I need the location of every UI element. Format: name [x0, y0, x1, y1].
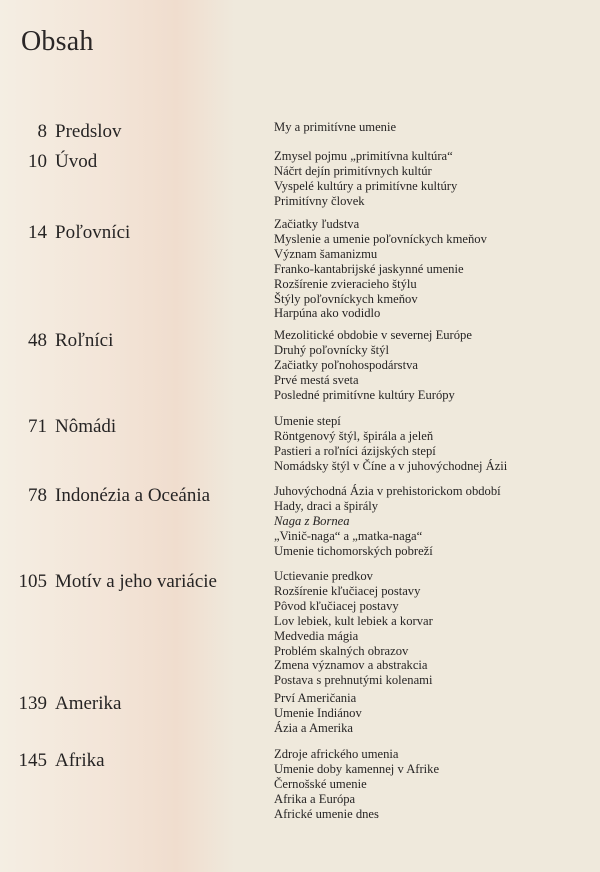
- toc-topic: Náčrt dejín primitívnych kultúr: [274, 163, 432, 178]
- toc-topic: Vyspelé kultúry a primitívne kultúry: [274, 178, 458, 193]
- toc-topic: Prví Američania: [274, 691, 357, 705]
- toc-topic: Štýly poľovníckych kmeňov: [274, 291, 418, 306]
- toc-topic: Posledné primitívne kultúry Európy: [274, 387, 455, 402]
- toc-section-title: Poľovníci: [55, 222, 131, 243]
- toc-topic: Umenie Indiánov: [274, 705, 362, 720]
- toc-topic: Umenie doby kamennej v Afrike: [274, 761, 440, 776]
- toc-topic: Uctievanie predkov: [274, 569, 373, 583]
- toc-topic-list: [274, 747, 439, 822]
- toc-topic: Mezolitické obdobie v severnej Európe: [274, 328, 472, 342]
- toc-section-title: Indonézia a Oceánia: [55, 485, 211, 506]
- toc-section-title: Roľníci: [55, 330, 114, 351]
- toc-topic: Prvé mestá sveta: [274, 372, 359, 387]
- toc-topic-list: [274, 691, 362, 736]
- toc-page-number: 14: [28, 222, 47, 243]
- toc-page-number: 139: [18, 693, 47, 714]
- toc-topic: Nomádsky štýl v Číne a v juhovýchodnej Ázii: [274, 458, 508, 473]
- toc-topic: Problém skalných obrazov: [274, 643, 409, 658]
- toc-topic: Afrika a Európa: [274, 791, 356, 806]
- toc-topic-list: [274, 328, 472, 403]
- toc-topic: Hady, draci a špirály: [274, 498, 379, 513]
- toc-topic: Začiatky poľnohospodárstva: [274, 357, 418, 372]
- toc-section-title: Predslov: [55, 121, 122, 142]
- toc-topic: Význam šamanizmu: [274, 246, 378, 261]
- toc-topic: Lov lebiek, kult lebiek a korvar: [274, 613, 433, 628]
- toc-topic: Harpúna ako vodidlo: [274, 306, 381, 321]
- toc-page-number: 145: [18, 750, 47, 771]
- toc-topic: Zdroje afrického umenia: [274, 747, 399, 761]
- toc-topic: Začiatky ľudstva: [274, 217, 360, 231]
- toc-topic-list: [274, 414, 507, 474]
- toc-topic: Černošské umenie: [274, 776, 367, 791]
- toc-section-title: Amerika: [55, 693, 122, 714]
- toc-page-number: 48: [28, 330, 47, 351]
- toc-topic: Rozšírenie zvieracieho štýlu: [274, 276, 417, 291]
- toc-page-number: 78: [28, 485, 47, 506]
- toc-page-number: 10: [28, 151, 47, 172]
- toc-topic-list: [274, 569, 433, 688]
- toc-page-number: 105: [18, 571, 47, 592]
- toc-topic-list: [274, 120, 396, 135]
- toc-topic: Rozšírenie kľučiacej postavy: [274, 583, 421, 598]
- toc-page-number: 71: [28, 416, 47, 437]
- toc-topic-list: [274, 149, 457, 209]
- toc-topic-list: [274, 484, 501, 559]
- toc-topic: Ázia a Amerika: [274, 720, 354, 735]
- toc-topic: Franko-kantabrijské jaskynné umenie: [274, 261, 464, 276]
- toc-topic: My a primitívne umenie: [274, 120, 397, 134]
- toc-topic: Pôvod kľučiacej postavy: [274, 598, 399, 613]
- toc-topic: Druhý poľovnícky štýl: [274, 342, 389, 357]
- toc-topic: Zmysel pojmu „primitívna kultúra“: [274, 149, 453, 163]
- toc-section-title: Nômádi: [55, 416, 117, 437]
- toc-section-title: Úvod: [55, 151, 98, 172]
- toc-topic: Röntgenový štýl, špirála a jeleň: [274, 428, 434, 443]
- toc-topic: Zmena významov a abstrakcia: [274, 658, 428, 673]
- toc-topic: Primitívny človek: [274, 193, 365, 208]
- toc-page-number: 8: [37, 121, 47, 142]
- toc-section-title: Afrika: [55, 750, 105, 771]
- toc-topic: Medvedia mágia: [274, 628, 359, 643]
- toc-topic: Africké umenie dnes: [274, 806, 379, 821]
- toc-topic: „Vinič-naga“ a „matka-naga“: [274, 528, 423, 543]
- toc-topic-list: [274, 217, 487, 321]
- toc-topic: Myslenie a umenie poľovníckych kmeňov: [274, 231, 487, 246]
- toc-topic: Postava s prehnutými kolenami: [274, 673, 433, 688]
- page-title: Obsah: [21, 26, 94, 57]
- toc-topic: Pastieri a roľníci ázijských stepí: [274, 443, 436, 458]
- toc-topic: Juhovýchodná Ázia v prehistorickom období: [274, 484, 501, 498]
- toc-topic: Umenie stepí: [274, 414, 341, 428]
- toc-topic: Naga z Bornea: [274, 513, 350, 528]
- toc-section-title: Motív a jeho variácie: [55, 571, 217, 592]
- toc-topic: Umenie tichomorských pobreží: [274, 543, 433, 558]
